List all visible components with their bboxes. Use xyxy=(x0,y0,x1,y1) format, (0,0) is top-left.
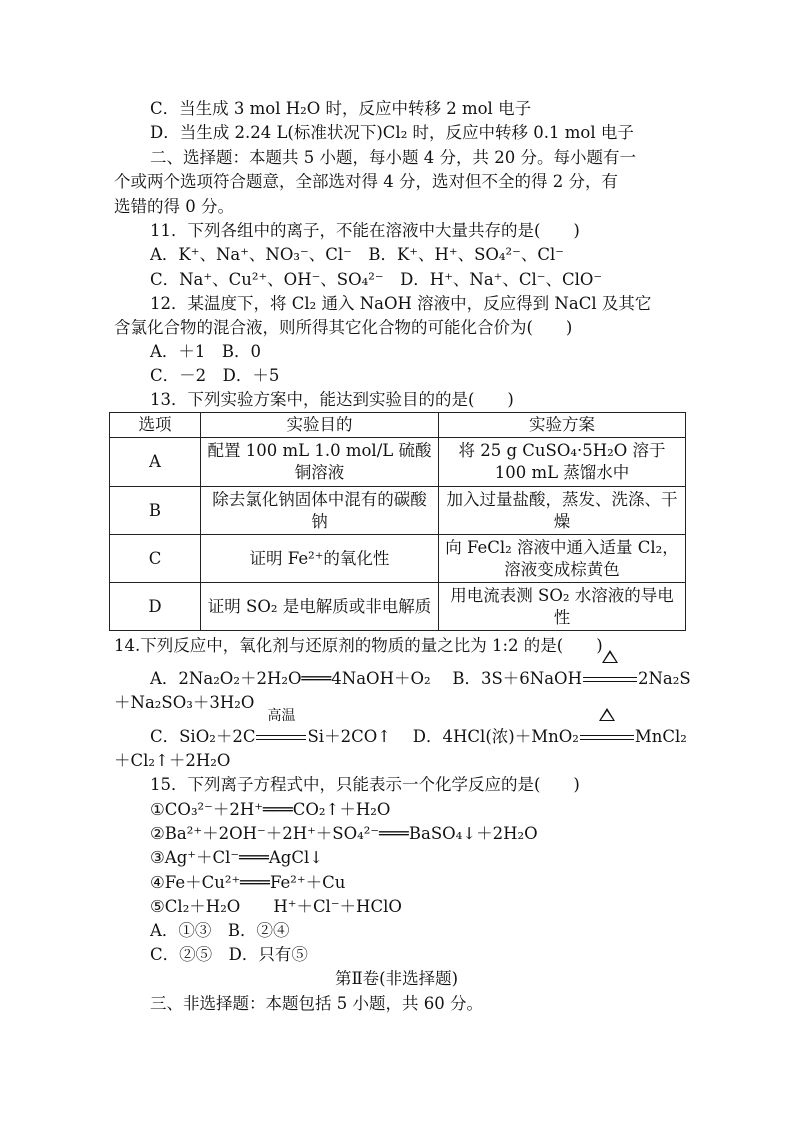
heat-triangle-icon xyxy=(602,650,618,663)
q14-stem: 14.下列反应中，氧化剂与还原剂的物质的量之比为 1:2 的是( ) xyxy=(114,636,603,655)
table-row xyxy=(110,487,686,535)
q14-option-b-cont: ＋Na₂SO₃＋3H₂O xyxy=(114,693,255,712)
q11-stem: 11．下列各组中的离子，不能在溶液中大量共存的是( ) xyxy=(150,221,580,240)
q14-option-a: A．2Na₂O₂＋2H₂O═══4NaOH＋O₂ xyxy=(150,669,431,688)
table-header-row xyxy=(110,413,686,438)
q15-options-cd: C．②⑤ D．只有⑤ xyxy=(150,945,308,964)
row-plan: 将 25 g CuSO₄·5H₂O 溶于 100 mL 蒸馏水中 xyxy=(439,438,686,487)
section2-intro-line2: 个或两个选项符合题意，全部选对得 4 分，选对但不全的得 2 分，有 xyxy=(114,172,618,191)
q14-option-d-left: D．4HCl(浓)＋MnO₂ xyxy=(412,727,579,746)
q14-option-d-cont: ＋Cl₂↑＋2H₂O xyxy=(114,751,231,770)
heat-arrow xyxy=(583,667,637,691)
q14-option-b-right: 2Na₂S xyxy=(637,669,691,688)
q14-options-cd xyxy=(150,708,687,749)
row-plan: 用电流表测 SO₂ 水溶液的导电性 xyxy=(439,583,686,631)
q11-options-ab: A．K⁺、Na⁺、NO₃⁻、Cl⁻ B．K⁺、H⁺、SO₄²⁻、Cl⁻ xyxy=(150,245,564,264)
row-plan: 加入过量盐酸，蒸发、洗涤、干燥 xyxy=(439,487,686,535)
row-purpose: 除去氯化钠固体中混有的碳酸钠 xyxy=(201,487,439,535)
q15-equation-2: ②Ba²⁺＋2OH⁻＋2H⁺＋SO₄²⁻═══BaSO₄↓＋2H₂O xyxy=(150,824,538,843)
q15-equation-5: ⑤Cl₂＋H₂O H⁺＋Cl⁻＋HClO xyxy=(150,897,402,916)
q10-option-c: C．当生成 3 mol H₂O 时，反应中转移 2 mol 电子 xyxy=(150,99,532,118)
high-temp-label: 高温 xyxy=(267,708,296,724)
q14-option-c-left: C．SiO₂＋2C xyxy=(150,727,256,746)
q12-stem-line1: 12．某温度下，将 Cl₂ 通入 NaOH 溶液中，反应得到 NaCl 及其它 xyxy=(150,294,652,313)
section3-intro: 三、非选择题：本题包括 5 小题，共 60 分。 xyxy=(150,994,483,1013)
row-purpose: 证明 Fe²⁺的氧化性 xyxy=(201,535,439,583)
q14-option-b-left: B．3S＋6NaOH xyxy=(452,669,582,688)
q10-option-d: D．当生成 2.24 L(标准状况下)Cl₂ 时，反应中转移 0.1 mol 电子 xyxy=(150,123,634,142)
q14-options-ab xyxy=(150,667,691,691)
q14-option-c-right: Si＋2CO↑ xyxy=(307,727,392,746)
row-purpose: 配置 100 mL 1.0 mol/L 硫酸铜溶液 xyxy=(201,438,439,487)
q14-option-d-right: MnCl₂ xyxy=(634,727,687,746)
row-option: A xyxy=(110,438,201,487)
table-row xyxy=(110,438,686,487)
table-row xyxy=(110,535,686,583)
q12-options-cd: C．－2 D．＋5 xyxy=(150,366,280,385)
section2-intro-line3: 选错的得 0 分。 xyxy=(114,197,234,216)
q15-equation-1: ①CO₃²⁻＋2H⁺═══CO₂↑＋H₂O xyxy=(150,800,391,819)
section2-intro-line1: 二、选择题：本题共 5 小题，每小题 4 分，共 20 分。每小题有一 xyxy=(150,148,636,167)
q15-stem: 15．下列离子方程式中，只能表示一个化学反应的是( ) xyxy=(150,775,580,794)
q15-equation-3: ③Ag⁺＋Cl⁻═══AgCl↓ xyxy=(150,848,324,867)
row-option: C xyxy=(110,535,201,583)
heat-triangle-icon xyxy=(599,708,615,721)
heat-arrow xyxy=(580,725,634,749)
header-purpose: 实验目的 xyxy=(201,413,439,438)
q15-options-ab: A．①③ B．②④ xyxy=(150,921,290,940)
q12-stem-line2: 含氯化合物的混合液，则所得其它化合物的可能化合价为( ) xyxy=(114,318,573,337)
part2-title: 第Ⅱ卷(非选择题) xyxy=(334,969,459,988)
q13-experiment-table xyxy=(109,412,686,631)
q12-options-ab: A．＋1 B．0 xyxy=(150,342,262,361)
row-plan: 向 FeCl₂ 溶液中通入适量 Cl₂，溶液变成棕黄色 xyxy=(439,535,686,583)
row-purpose: 证明 SO₂ 是电解质或非电解质 xyxy=(201,583,439,631)
q13-stem: 13．下列实验方案中，能达到实验目的的是( ) xyxy=(150,390,514,409)
row-option: B xyxy=(110,487,201,535)
q11-options-cd: C．Na⁺、Cu²⁺、OH⁻、SO₄²⁻ D．H⁺、Na⁺、Cl⁻、ClO⁻ xyxy=(150,270,603,289)
high-temp-arrow xyxy=(256,708,306,749)
row-option: D xyxy=(110,583,201,631)
header-option: 选项 xyxy=(110,413,201,438)
header-plan: 实验方案 xyxy=(439,413,686,438)
table-row xyxy=(110,583,686,631)
q15-equation-4: ④Fe＋Cu²⁺═══Fe²⁺＋Cu xyxy=(150,873,346,892)
